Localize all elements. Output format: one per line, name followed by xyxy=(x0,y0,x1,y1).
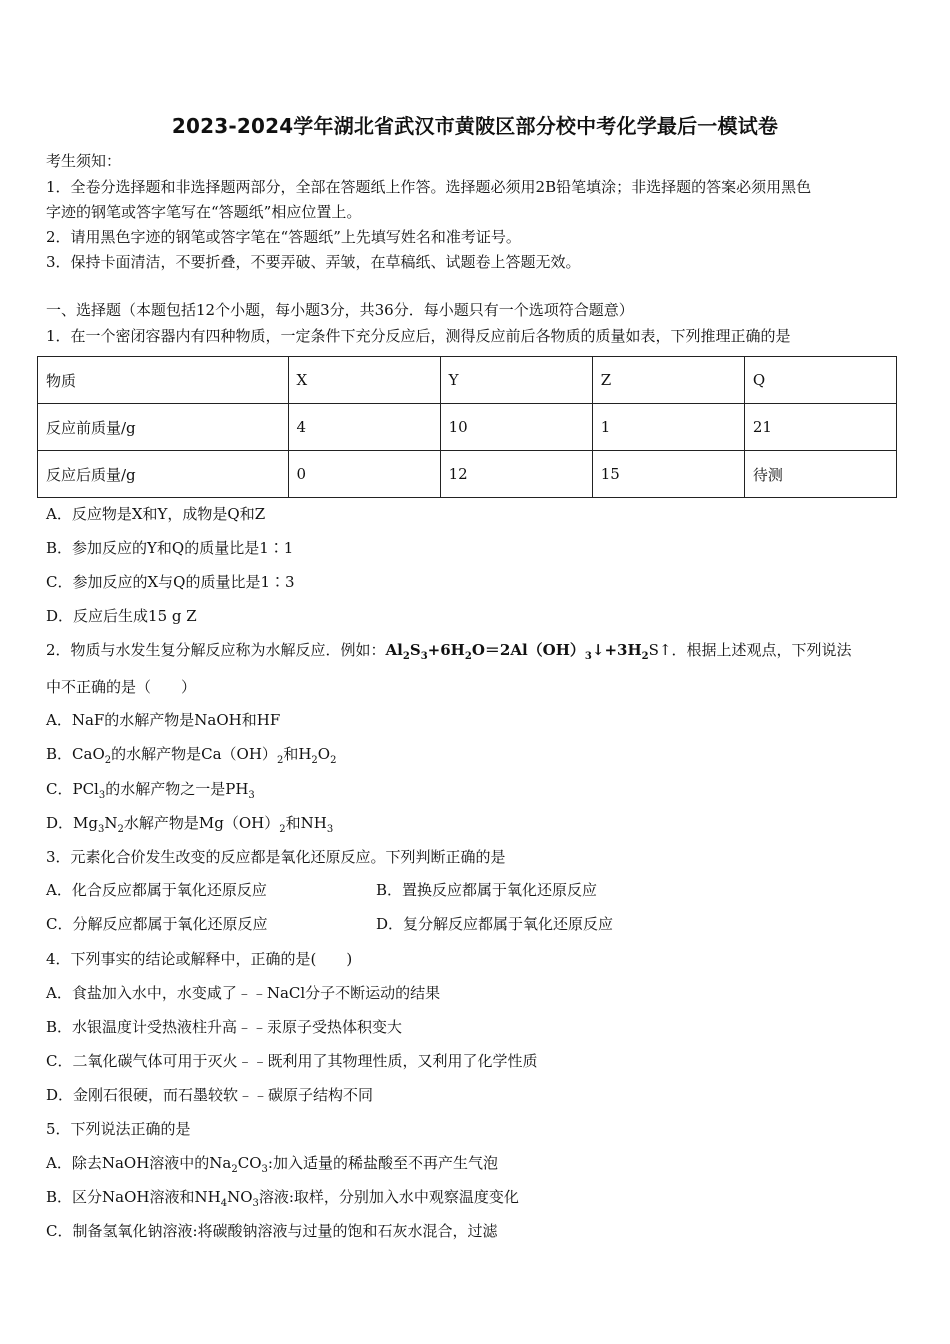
section-heading: 一、选择题（本题包括12个小题，每小题3分，共36分．每小题只有一个选项符合题意） xyxy=(46,301,634,319)
opt-part: N xyxy=(104,814,118,832)
notice-heading: 考生须知： xyxy=(46,152,122,170)
eq-part: +6H xyxy=(427,641,465,659)
table-cell: 待测 xyxy=(744,451,896,498)
exam-title: 2023-2024学年湖北省武汉市黄陂区部分校中考化学最后一模试卷 xyxy=(171,114,779,138)
opt-part: 和NH xyxy=(285,814,327,832)
opt-sub: 4 xyxy=(220,1198,228,1209)
opt-part: A．除去NaOH溶液中的Na xyxy=(46,1154,232,1172)
opt-sub: 2 xyxy=(311,755,318,766)
q1-option-b: B．参加反应的Y和Q的质量比是1∶1 xyxy=(46,539,294,557)
q4-option-c: C．二氧化碳气体可用于灭火﹣﹣既利用了其物理性质，又利用了化学性质 xyxy=(46,1052,538,1070)
opt-sub: 2 xyxy=(104,755,112,766)
q2-option-b xyxy=(46,744,336,764)
q4-stem: 4．下列事实的结论或解释中，正确的是( ) xyxy=(46,950,353,968)
table-cell: 1 xyxy=(592,404,744,451)
opt-part: :加入适量的稀盐酸至不再产生气泡 xyxy=(267,1154,498,1172)
table-cell: 反应后质量/g xyxy=(38,451,289,498)
opt-sub: 3 xyxy=(248,790,255,801)
q4-option-d: D．金刚石很硬，而石墨较软﹣﹣碳原子结构不同 xyxy=(46,1086,374,1104)
table-cell: 4 xyxy=(288,404,440,451)
opt-part: B．区分NaOH溶液和NH xyxy=(46,1188,221,1206)
table-cell: 12 xyxy=(440,451,592,498)
table-row xyxy=(38,451,897,498)
eq-part: O＝2Al（OH） xyxy=(471,641,585,659)
opt-part: CO xyxy=(237,1154,262,1172)
q5-option-c: C．制备氢氧化钠溶液:将碳酸钠溶液与过量的饱和石灰水混合，过滤 xyxy=(46,1222,498,1240)
opt-part: 水解产物是Mg（OH） xyxy=(123,814,280,832)
q2-stem-text: 2．物质与水发生复分解反应称为水解反应．例如： xyxy=(46,641,386,659)
opt-part: 溶液:取样，分别加入水中观察温度变化 xyxy=(258,1188,519,1206)
opt-sub: 2 xyxy=(117,824,124,835)
opt-sub: 2 xyxy=(231,1164,238,1175)
opt-sub: 2 xyxy=(276,755,284,766)
notice-item-1-cont: 字迹的钢笔或答字笔写在“答题纸”相应位置上。 xyxy=(46,203,362,221)
eq-sub: 2 xyxy=(464,651,472,662)
q5-stem: 5．下列说法正确的是 xyxy=(46,1120,191,1138)
q5-option-b xyxy=(46,1187,519,1207)
table-cell: X xyxy=(288,357,440,404)
q2-stem-line2: 中不正确的是（ ） xyxy=(46,678,197,696)
opt-sub: 3 xyxy=(98,824,105,835)
eq-sub: 3 xyxy=(420,651,428,662)
eq-part: Al xyxy=(385,641,403,659)
opt-part: C．PCl xyxy=(46,780,99,798)
q5-option-a xyxy=(46,1153,498,1173)
q3-option-d: D．复分解反应都属于氧化还原反应 xyxy=(376,915,614,933)
eq-sub: 3 xyxy=(584,651,592,662)
q1-option-c: C．参加反应的X与Q的质量比是1∶3 xyxy=(46,573,295,591)
q2-stem-tail: S↑．根据上述观点，下列说法 xyxy=(648,641,852,659)
q3-stem: 3．元素化合价发生改变的反应都是氧化还原反应。下列判断正确的是 xyxy=(46,848,506,866)
q1-option-a: A．反应物是X和Y，成物是Q和Z xyxy=(46,505,266,523)
opt-part: O xyxy=(317,745,331,763)
table-cell: Q xyxy=(744,357,896,404)
table-cell: Y xyxy=(440,357,592,404)
q2-stem xyxy=(46,640,851,660)
q1-stem: 1．在一个密闭容器内有四种物质，一定条件下充分反应后，测得反应前后各物质的质量如表，下列推理正确的是 xyxy=(46,327,791,345)
eq-part: S xyxy=(409,641,421,659)
q4-option-b: B．水银温度计受热液柱升高﹣﹣汞原子受热体积变大 xyxy=(46,1018,403,1036)
table-cell: 10 xyxy=(440,404,592,451)
q4-option-a: A．食盐加入水中，水变咸了﹣﹣NaCl分子不断运动的结果 xyxy=(46,984,441,1002)
eq-sub: 2 xyxy=(641,651,649,662)
opt-sub: 2 xyxy=(330,755,337,766)
q3-option-c: C．分解反应都属于氧化还原反应 xyxy=(46,915,268,933)
notice-item-1: 1．全卷分选择题和非选择题两部分，全部在答题纸上作答。选择题必须用2B铅笔填涂；非选择题的答案必须用黑色 xyxy=(46,178,812,196)
q2-option-a: A．NaF的水解产物是NaOH和HF xyxy=(46,711,281,729)
table-cell: Z xyxy=(592,357,744,404)
q2-option-c xyxy=(46,779,255,799)
q2-option-d xyxy=(46,813,333,833)
opt-part: NO xyxy=(227,1188,253,1206)
q1-mass-table xyxy=(37,356,897,498)
table-row xyxy=(38,357,897,404)
q3-option-b: B．置换反应都属于氧化还原反应 xyxy=(376,881,598,899)
opt-part: 和H xyxy=(283,745,312,763)
opt-part: B．CaO xyxy=(46,745,105,763)
table-cell: 21 xyxy=(744,404,896,451)
opt-sub: 2 xyxy=(279,824,286,835)
q3-option-a: A．化合反应都属于氧化还原反应 xyxy=(46,881,267,899)
table-cell: 物质 xyxy=(38,357,289,404)
opt-part: 的水解产物之一是PH xyxy=(105,780,249,798)
table-row xyxy=(38,404,897,451)
opt-sub: 3 xyxy=(261,1164,268,1175)
table-cell: 0 xyxy=(288,451,440,498)
q1-option-d: D．反应后生成15 g Z xyxy=(46,607,197,625)
opt-sub: 3 xyxy=(326,824,334,835)
notice-item-3: 3．保持卡面清洁，不要折叠，不要弄破、弄皱，在草稿纸、试题卷上答题无效。 xyxy=(46,253,581,271)
eq-part: ↓+3H xyxy=(591,641,642,659)
table-cell: 15 xyxy=(592,451,744,498)
opt-sub: 3 xyxy=(98,790,106,801)
table-cell: 反应前质量/g xyxy=(38,404,289,451)
notice-item-2: 2．请用黑色字迹的钢笔或答字笔在“答题纸”上先填写姓名和准考证号。 xyxy=(46,228,521,246)
eq-sub: 2 xyxy=(402,651,410,662)
opt-sub: 3 xyxy=(252,1198,259,1209)
opt-part: D．Mg xyxy=(46,814,98,832)
opt-part: 的水解产物是Ca（OH） xyxy=(111,745,277,763)
q2-equation xyxy=(385,641,649,662)
